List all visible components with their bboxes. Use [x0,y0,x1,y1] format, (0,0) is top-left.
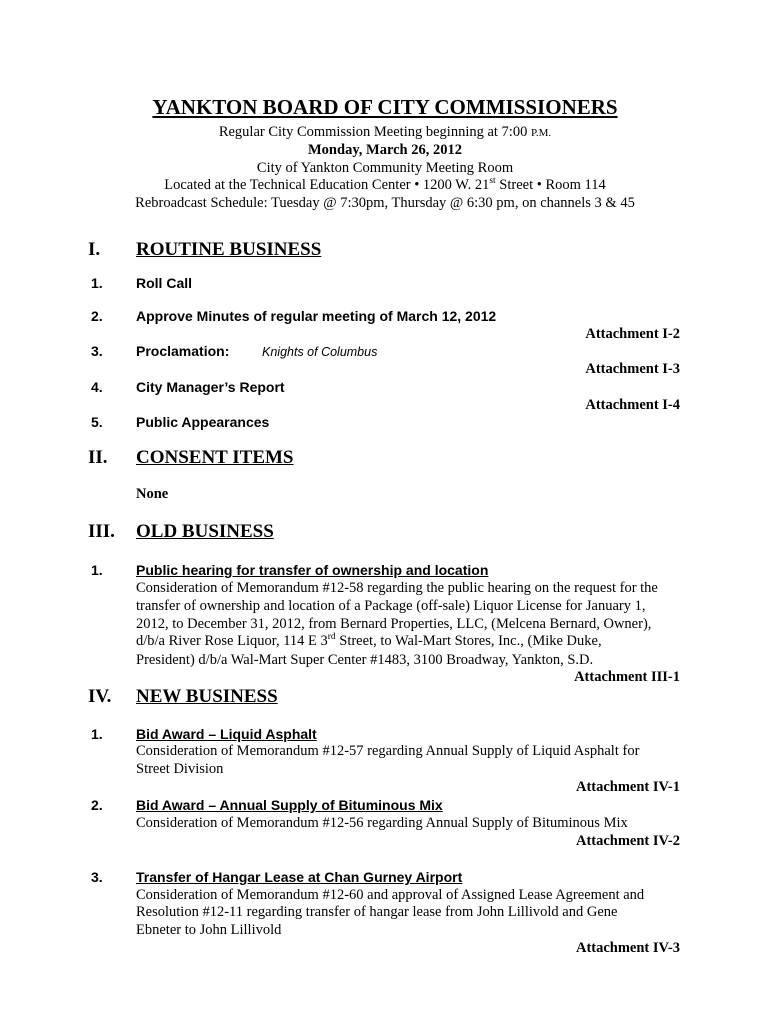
body-line-sup: rd [327,632,336,643]
location-text-b: Street • Room 114 [495,177,606,193]
section-numeral-new: IV. [88,686,112,707]
item-number: 2. [91,308,103,324]
attachment-iii-1[interactable]: Attachment III-1 [574,669,680,685]
meeting-date: Monday, March 26, 2012 [308,142,462,158]
rebroadcast-schedule: Rebroadcast Schedule: Tuesday @ 7:30pm, Thursday @ 6:30 pm, on channels 3 & 45 [135,195,635,211]
proclamation-note: Knights of Columbus [262,345,378,359]
item-number: 1. [91,562,103,578]
item-public-appearances: Public Appearances [136,414,270,430]
body-line: 2012, to December 31, 2012, from Bernard Properties, LLC, (Melcena Bernard, Owner), [136,616,652,632]
section-numeral-consent: II. [88,447,108,468]
item-city-manager-report: City Manager’s Report [136,379,285,395]
item-roll-call: Roll Call [136,275,193,291]
item-number: 1. [91,726,103,742]
meeting-time-pm: P.M. [530,127,552,139]
item-transfer-hangar-lease: Transfer of Hangar Lease at Chan Gurney Airport [136,869,463,885]
body-line: President) d/b/a Wal-Mart Super Center #1483, 3100 Broadway, Yankton, S.D. [136,652,594,668]
attachment-iv-3[interactable]: Attachment IV-3 [575,940,680,956]
section-title-old: OLD BUSINESS [136,521,274,542]
attachment-iv-1[interactable]: Attachment IV-1 [575,779,680,795]
location-sup: st [489,176,496,187]
item-number: 1. [91,275,103,291]
agenda-title: YANKTON BOARD OF CITY COMMISSIONERS [152,95,618,119]
section-title-routine: ROUTINE BUSINESS [136,239,322,260]
item-number: 3. [91,869,103,885]
body-line: Consideration of Memorandum #12-57 regarding Annual Supply of Liquid Asphalt for [136,743,640,759]
section-title-consent: CONSENT ITEMS [136,447,294,468]
body-line: transfer of ownership and location of a Package (off-sale) Liquor License for January 1, [136,598,646,614]
section-numeral-old: III. [88,521,115,542]
meeting-time-text: Regular City Commission Meeting beginning at 7:00 [218,124,528,140]
item-proclamation: Proclamation: [136,343,230,359]
location-text-a: Located at the Technical Education Center • 1200 W. 21 [164,177,490,193]
body-line [136,633,602,650]
body-line-a: d/b/a River Rose Liquor, 114 E 3 [136,633,328,649]
item-bid-award-bituminous-mix: Bid Award – Annual Supply of Bituminous Mix [136,797,443,813]
meeting-location [0,177,770,194]
attachment-i-4[interactable]: Attachment I-4 [585,397,680,413]
item-number: 3. [91,343,103,359]
attachment-i-3[interactable]: Attachment I-3 [585,361,680,377]
meeting-venue: City of Yankton Community Meeting Room [256,160,514,176]
body-line: Resolution #12-11 regarding transfer of hangar lease from John Lillivold and Gene [136,904,618,920]
body-line: Ebneter to John Lillivold [136,922,282,938]
meeting-time [0,124,770,141]
body-line: Street Division [136,761,224,777]
item-number: 2. [91,797,103,813]
item-approve-minutes: Approve Minutes of regular meeting of March 12, 2012 [136,308,497,324]
body-line: Consideration of Memorandum #12-56 regarding Annual Supply of Bituminous Mix [136,815,628,831]
body-line: Consideration of Memorandum #12-60 and approval of Assigned Lease Agreement and [136,887,645,903]
attachment-i-2[interactable]: Attachment I-2 [585,326,680,342]
item-public-hearing-transfer: Public hearing for transfer of ownership and location [136,562,489,578]
body-line: Consideration of Memorandum #12-58 regarding the public hearing on the request for the [136,580,658,596]
item-number: 5. [91,414,103,430]
body-line-b: Street, to Wal-Mart Stores, Inc., (Mike Duke, [335,633,602,649]
consent-none: None [136,486,169,502]
item-number: 4. [91,379,103,395]
section-title-new: NEW BUSINESS [136,686,278,707]
attachment-iv-2[interactable]: Attachment IV-2 [575,833,680,849]
section-numeral-routine: I. [88,239,101,260]
item-bid-award-liquid-asphalt: Bid Award – Liquid Asphalt [136,726,317,742]
